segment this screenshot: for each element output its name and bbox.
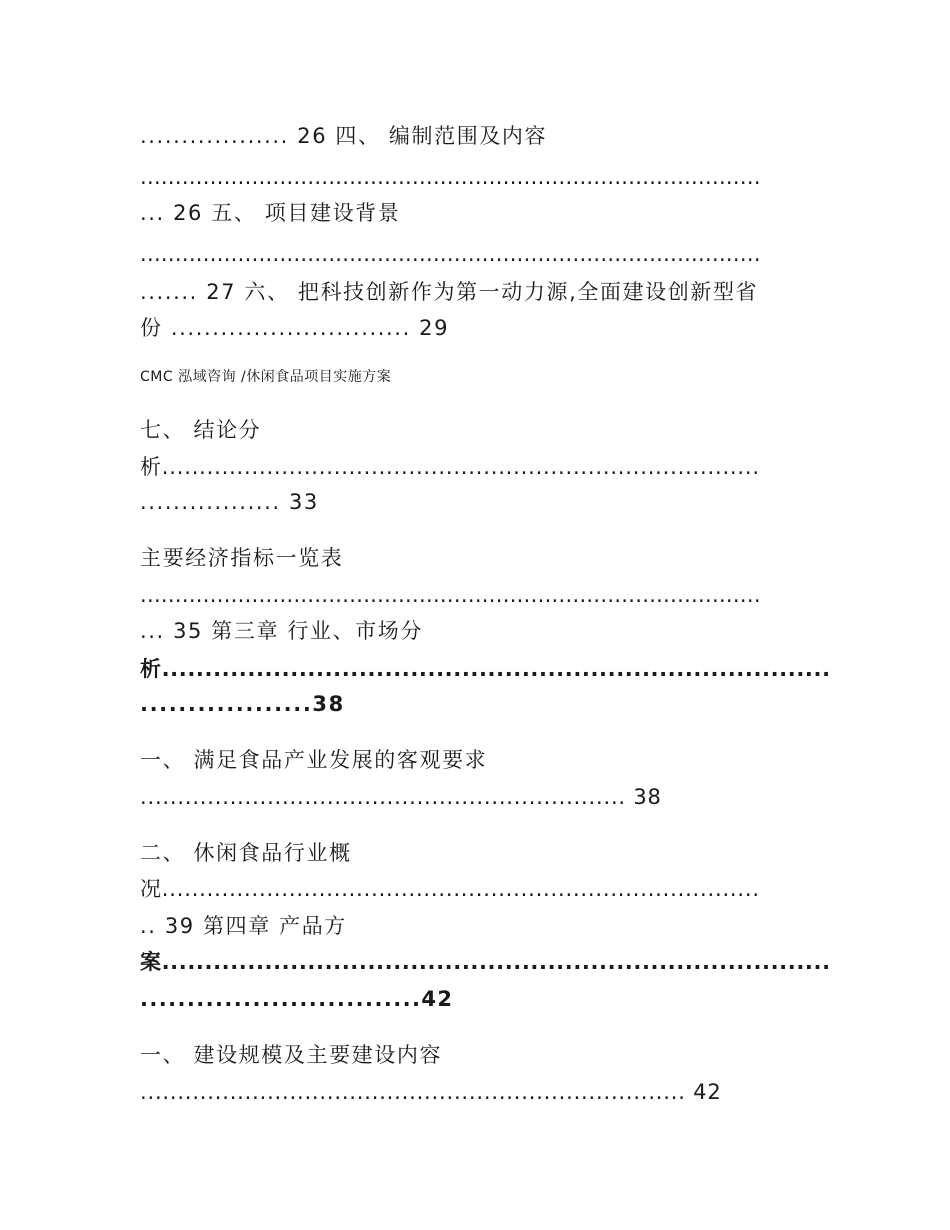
toc-line-16: 一、 满足食品产业发展的客观要求: [140, 748, 488, 772]
toc-line-22: ..............................42: [140, 987, 454, 1011]
toc-line-6: 份 ............................. 29: [140, 316, 450, 340]
toc-line-24: ......................................................................... 42: [140, 1080, 722, 1104]
toc-leader-line: .........................................................................................: [140, 165, 761, 189]
toc-leader-line: .........................................................................................: [140, 583, 761, 607]
page-header: CMC 泓域咨询 /休闲食品项目实施方案: [140, 369, 392, 385]
toc-leader-line: .........................................................................................: [140, 242, 761, 266]
toc-line-19: 况................................................................................: [140, 877, 760, 901]
toc-line-17: ................................................................. 38: [140, 785, 662, 809]
toc-line-1: .................. 26 四、 编制范围及内容: [140, 124, 548, 148]
toc-line-8: 七、 结论分: [140, 418, 262, 442]
toc-line-9: 析................................................................................: [140, 455, 760, 479]
toc-line-11: 主要经济指标一览表: [140, 546, 344, 570]
toc-line-21: 案..............................................................................: [140, 950, 831, 974]
toc-line-5: ....... 27 六、 把科技创新作为第一动力源,全面建设创新型省: [140, 280, 759, 304]
toc-line-13: ... 35 第三章 行业、市场分: [140, 619, 423, 643]
toc-line-10: ................. 33: [140, 490, 319, 514]
toc-line-20: .. 39 第四章 产品方: [140, 914, 347, 938]
toc-line-14: 析..............................................................................: [140, 657, 831, 681]
toc-line-23: 一、 建设规模及主要建设内容: [140, 1043, 443, 1067]
toc-line-15: ..................38: [140, 692, 345, 716]
toc-line-18: 二、 休闲食品行业概: [140, 841, 352, 865]
toc-line-3: ... 26 五、 项目建设背景: [140, 201, 401, 225]
